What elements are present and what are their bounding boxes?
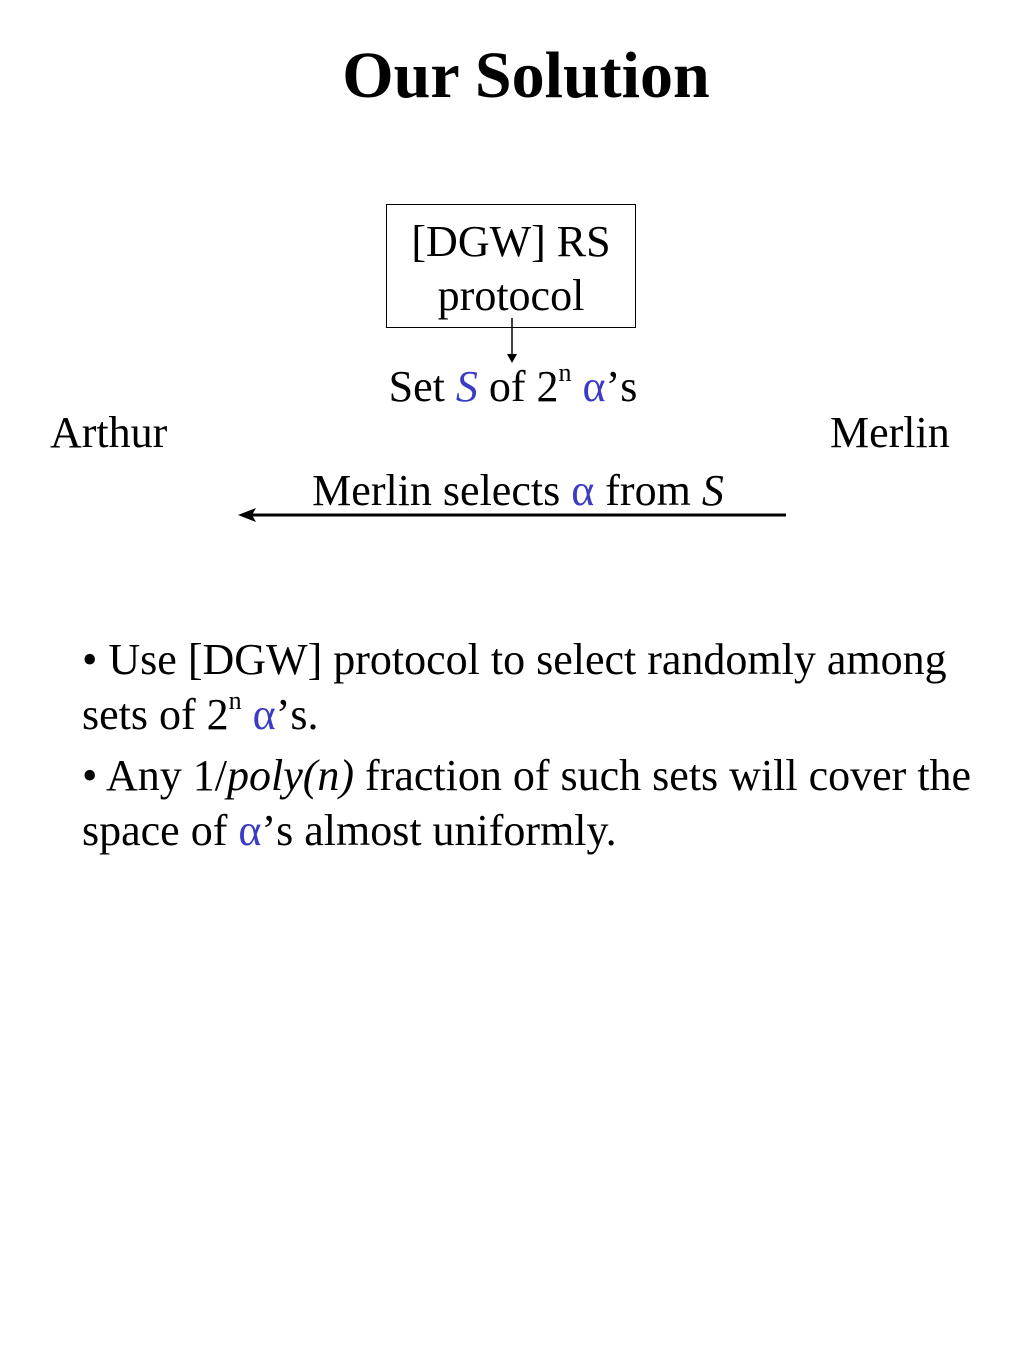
bullet-text: fraction of such sets will cover the space of bbox=[82, 751, 972, 855]
merlin-label: Merlin bbox=[830, 408, 950, 457]
set-label-middle: of 2 bbox=[477, 362, 559, 411]
bullet-text: ’s. bbox=[275, 690, 319, 739]
bullet-list bbox=[82, 632, 982, 858]
rs-protocol-line-1: [DGW] RS bbox=[411, 217, 611, 266]
set-exponent: n bbox=[558, 358, 572, 387]
rs-protocol-line-2: protocol bbox=[437, 271, 585, 320]
bullet-item bbox=[82, 748, 982, 858]
arthur-label: Arthur bbox=[50, 408, 168, 457]
set-symbol: S bbox=[701, 466, 724, 515]
left-arrow-icon bbox=[236, 504, 788, 526]
bullet-text: Any 1/ bbox=[105, 751, 227, 800]
set-symbol: S bbox=[455, 362, 478, 411]
poly-n-term: poly(n) bbox=[226, 751, 355, 800]
bullet-marker: • bbox=[82, 635, 109, 684]
bullet-text: ’s almost uniformly. bbox=[261, 806, 617, 855]
bullet-text: Use [DGW] protocol to select randomly among sets of 2 bbox=[82, 635, 947, 739]
down-arrow-icon bbox=[500, 318, 524, 366]
bullet-item bbox=[82, 632, 982, 748]
slide-title: Our Solution bbox=[342, 39, 710, 112]
alpha-symbol: α bbox=[582, 362, 606, 411]
rs-protocol-box bbox=[386, 204, 636, 328]
set-label-suffix: ’s bbox=[605, 362, 638, 411]
set-exponent: n bbox=[228, 686, 242, 715]
message-middle: from bbox=[594, 466, 702, 515]
alpha-symbol: α bbox=[252, 690, 276, 739]
bullet-marker: • bbox=[82, 751, 106, 800]
alpha-symbol: α bbox=[571, 466, 595, 515]
message-prefix: Merlin selects bbox=[312, 466, 572, 515]
set-label-prefix: Set bbox=[388, 362, 456, 411]
alpha-symbol: α bbox=[238, 806, 262, 855]
